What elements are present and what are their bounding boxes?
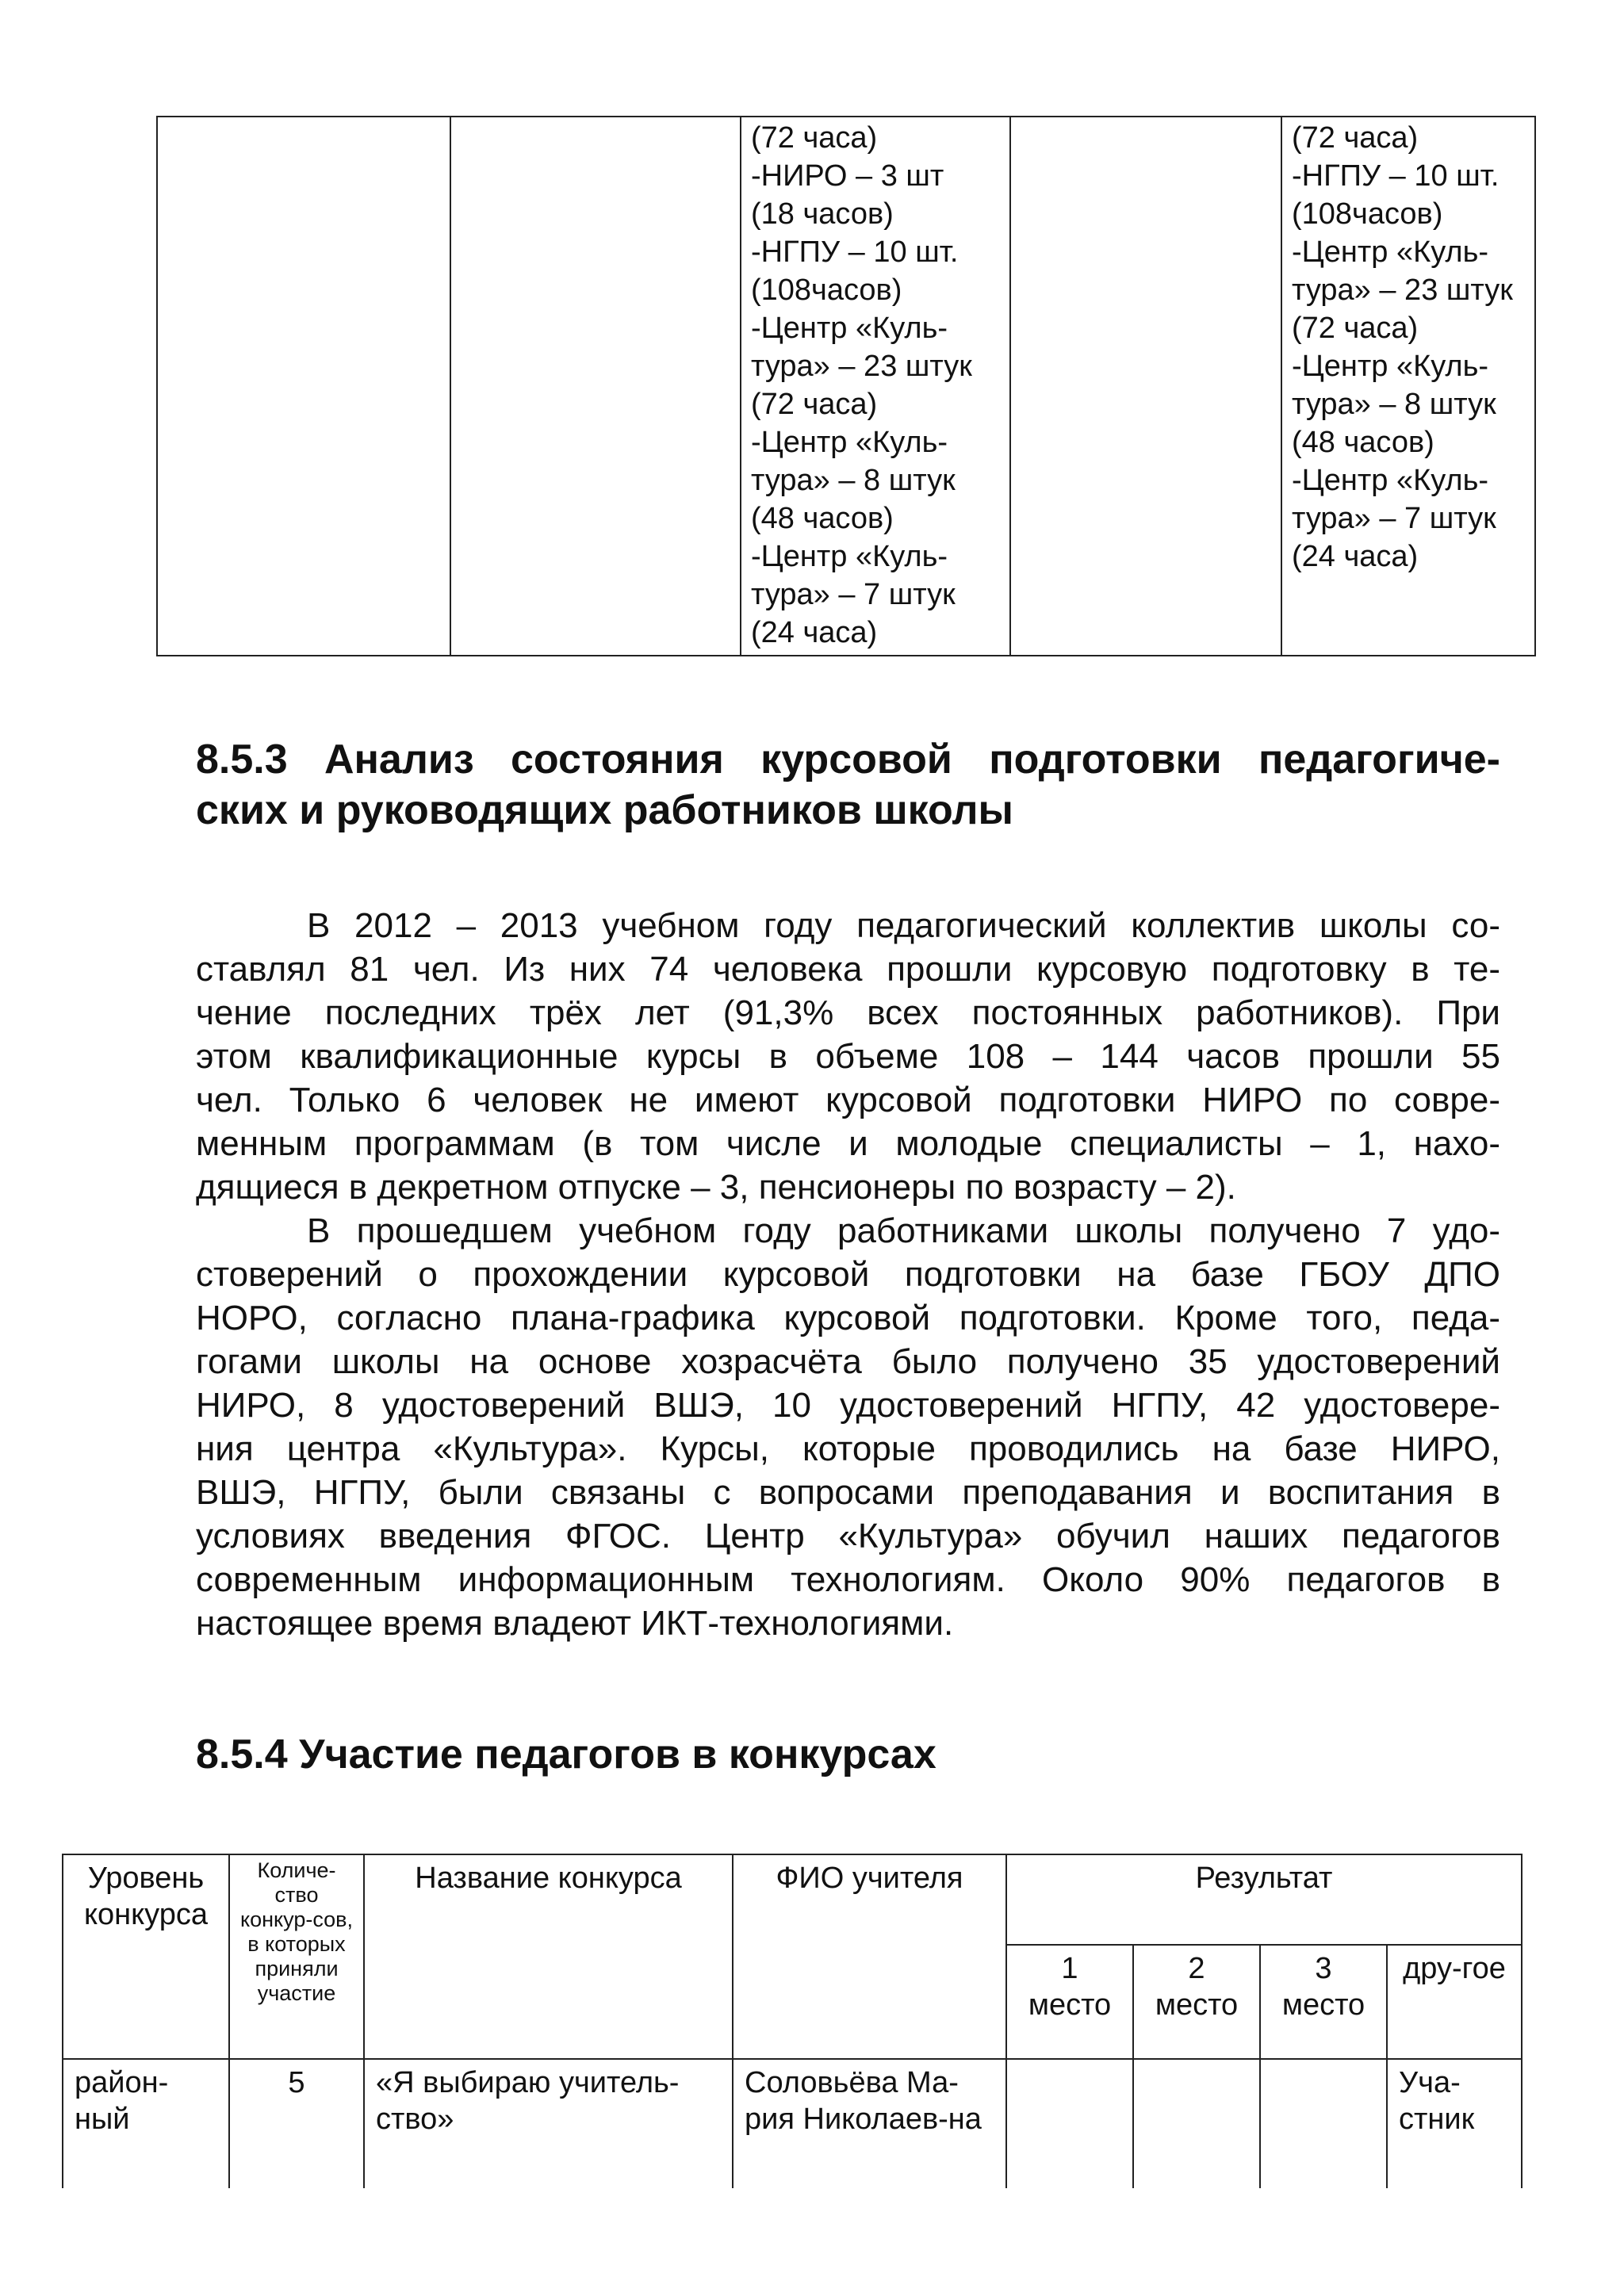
table-cell-courses-list-2 [1281,117,1535,656]
header-count: Количе-ство конкур-сов, в которых приняли участие [229,1854,364,2059]
cell-line: -Центр «Куль- [1292,464,1489,497]
cell-line: тура» – 7 штук [751,578,956,611]
paragraph-line: этом квалификационные курсы в объеме 108 – 144 часов прошли 55 [196,1037,1500,1076]
cell-place-2 [1133,2059,1260,2188]
cell-line: (108часов) [1292,197,1443,231]
section-heading-8-5-4 [196,1729,1500,1780]
cell-line: -НГПУ – 10 шт. [1292,159,1500,193]
paragraph-line: НИРО, 8 удостоверений ВШЭ, 10 удостоверений НГПУ, 42 удостовере- [196,1386,1500,1425]
header-contest-name: Название конкурса [364,1854,733,2059]
section-heading-8-5-3 [196,734,1500,836]
header-place-1: 1 место [1006,1945,1133,2059]
body-paragraph-2 [196,1209,1500,1645]
paragraph-line: чение последних трёх лет (91,3% всех постоянных работников). При [196,993,1500,1032]
cell-line: (24 часа) [1292,540,1419,573]
paragraph-line: чел. Только 6 человек не имеют курсовой подготовки НИРО по совре- [196,1081,1500,1119]
cell-other: Уча-стник [1387,2059,1522,2188]
cell-contest-name: «Я выбираю учитель-ство» [364,2059,733,2188]
cell-line: тура» – 8 штук [751,464,956,497]
table-cell-empty-4 [1010,117,1281,656]
cell-line: тура» – 7 штук [1292,502,1496,535]
cell-line: -НИРО – 3 шт [751,159,944,193]
cell-line: -Центр «Куль- [1292,350,1489,383]
cell-line: (72 часа) [1292,121,1419,155]
cell-line: (72 часа) [1292,312,1419,345]
header-other: дру-гое [1387,1945,1522,2059]
cell-teacher: Соловьёва Ма-рия Николаев-на [733,2059,1006,2188]
cell-level: район-ный [63,2059,229,2188]
paragraph-line: В 2012 – 2013 учебном году педагогический коллектив школы со- [307,906,1500,945]
cell-line: -НГПУ – 10 шт. [751,235,959,269]
paragraph-line: дящиеся в декретном отпуске – 3, пенсионеры по возрасту – 2). [196,1168,1236,1207]
header-level: Уровень конкурса [63,1854,229,2059]
paragraph-line: НОРО, согласно плана-графика курсовой подготовки. Кроме того, педа- [196,1299,1500,1337]
paragraph-line: ВШЭ, НГПУ, были связаны с вопросами преподавания и воспитания в [196,1473,1500,1512]
cell-line: -Центр «Куль- [751,540,948,573]
heading-line: 8.5.4 Участие педагогов в конкурсах [196,1732,936,1777]
table-header-row [63,1854,1522,1945]
table-row [157,117,1535,656]
paragraph-line: стоверений о прохождении курсовой подготовки на базе ГБОУ ДПО [196,1255,1500,1294]
cell-line: (48 часов) [1292,426,1434,459]
cell-line: -Центр «Куль- [751,426,948,459]
table-cell-empty-1 [157,117,450,656]
cell-line: (108часов) [751,274,902,307]
table-cell-courses-list-1 [741,117,1010,656]
cell-line: (18 часов) [751,197,894,231]
paragraph-line: условиях введения ФГОС. Центр «Культура» обучил наших педагогов [196,1517,1500,1556]
paragraph-line: менным программам (в том числе и молодые специалисты – 1, нахо- [196,1124,1500,1163]
heading-line-1: 8.5.3 Анализ состояния курсовой подготовки педагогиче- [196,737,1500,783]
table-cell-empty-2 [450,117,741,656]
contest-participation-table [62,1854,1522,2188]
cell-line: тура» – 8 штук [1292,388,1496,421]
body-paragraph-1 [196,904,1500,1209]
paragraph-line: настоящее время владеют ИКТ-технологиями. [196,1604,954,1643]
cell-line: (48 часов) [751,502,894,535]
cell-line: тура» – 23 штук [1292,274,1513,307]
paragraph-line: ния центра «Культура». Курсы, которые проводились на базе НИРО, [196,1429,1500,1468]
header-teacher: ФИО учителя [733,1854,1006,2059]
table-row [63,2059,1522,2188]
heading-line-2: ских и руководящих работников школы [196,787,1013,833]
header-result: Результат [1006,1854,1522,1945]
cell-count: 5 [229,2059,364,2188]
cell-line: (72 часа) [751,388,878,421]
cell-line: -Центр «Куль- [751,312,948,345]
cell-line: (24 часа) [751,616,878,649]
cell-line: тура» – 23 штук [751,350,972,383]
header-place-3: 3 место [1260,1945,1387,2059]
paragraph-line: современным информационным технологиям. Около 90% педагогов в [196,1560,1500,1599]
header-place-2: 2 место [1133,1945,1260,2059]
paragraph-line: ставлял 81 чел. Из них 74 человека прошли курсовую подготовку в те- [196,950,1500,989]
cell-place-1 [1006,2059,1133,2188]
courses-table-continuation [156,116,1536,656]
cell-place-3 [1260,2059,1387,2188]
paragraph-line: В прошедшем учебном году работниками школы получено 7 удо- [307,1211,1500,1250]
paragraph-line: гогами школы на основе хозрасчёта было получено 35 удостоверений [196,1342,1500,1381]
cell-line: (72 часа) [751,121,878,155]
cell-line: -Центр «Куль- [1292,235,1489,269]
